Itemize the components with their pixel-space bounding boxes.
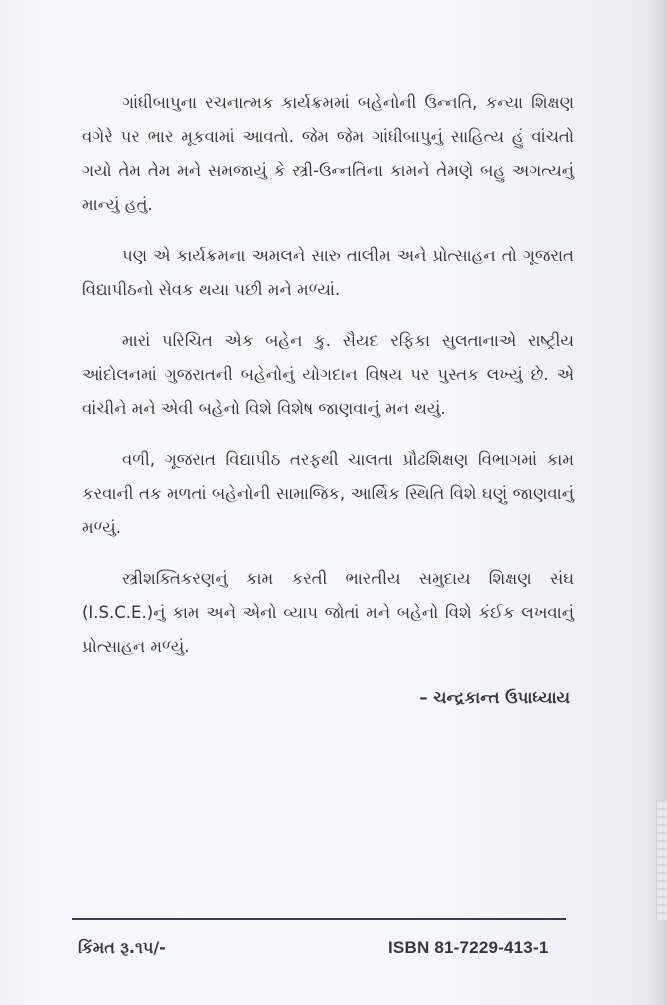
paragraph-1: ગાંધીબાપુના રચનાત્મક કાર્યક્રમમાં બહેનોની ઉન્નતિ, કન્યા શિક્ષણ વગેરે પર ભાર મૂકવામાં આવતો. જેમ જેમ ગાંધીબાપુનું સાહિત્ય હું વાંચતો ગયો તેમ તેમ મને સમજાયું કે સ્ત્રી-ઉન્નતિના કામને તેમણે બહુ અગત્યનું માન્યું હતું.	[82, 93, 574, 214]
footer-divider	[72, 918, 566, 920]
library-label-strip	[656, 800, 667, 920]
price-label: કિંમત રૂ.૧૫/-	[78, 938, 166, 957]
isbn-label: ISBN 81-7229-413-1	[388, 938, 549, 957]
author-signature: – ચન્દ્રકાન્ત ઉપાધ્યાય	[419, 688, 570, 707]
preface-text	[82, 86, 574, 726]
paragraph-3: મારાં પરિચિત એક બહેન કુ. સૈયદ રફિકા સુલતાનાએ રાષ્ટ્રીય આંદોલનમાં ગુજરાતની બહેનોનું યોગદાન વિષય પર પુસ્તક લખ્યું છે. એ વાંચીને મને એવી બહેનો વિશે વિશેષ જાણવાનું મન થયું.	[82, 331, 574, 418]
paragraph-5: સ્ત્રીશક્તિકરણનું કામ કરતી ભારતીય સમુદાય શિક્ષણ સંઘ (I.S.C.E.)નું કામ અને એનો વ્યાપ જોતાં મને બહેનો વિશે કંઈક લખવાનું પ્રોત્સાહન મળ્યું.	[82, 569, 574, 656]
paragraph-4: વળી, ગૂજરાત વિદ્યાપીઠ તરફથી ચાલતા પ્રૌઢશિક્ષણ વિભાગમાં કામ કરવાની તક મળતાં બહેનોની સામાજિક, આર્થિક સ્થિતિ વિશે ઘણું જાણવાનું મળ્યું.	[82, 450, 575, 537]
paragraph-2: પણ એ કાર્યક્રમના અમલને સારુ તાલીમ અને પ્રોત્સાહન તો ગૂજરાત વિદ્યાપીઠનો સેવક થયા પછી મને મળ્યાં.	[82, 246, 574, 299]
